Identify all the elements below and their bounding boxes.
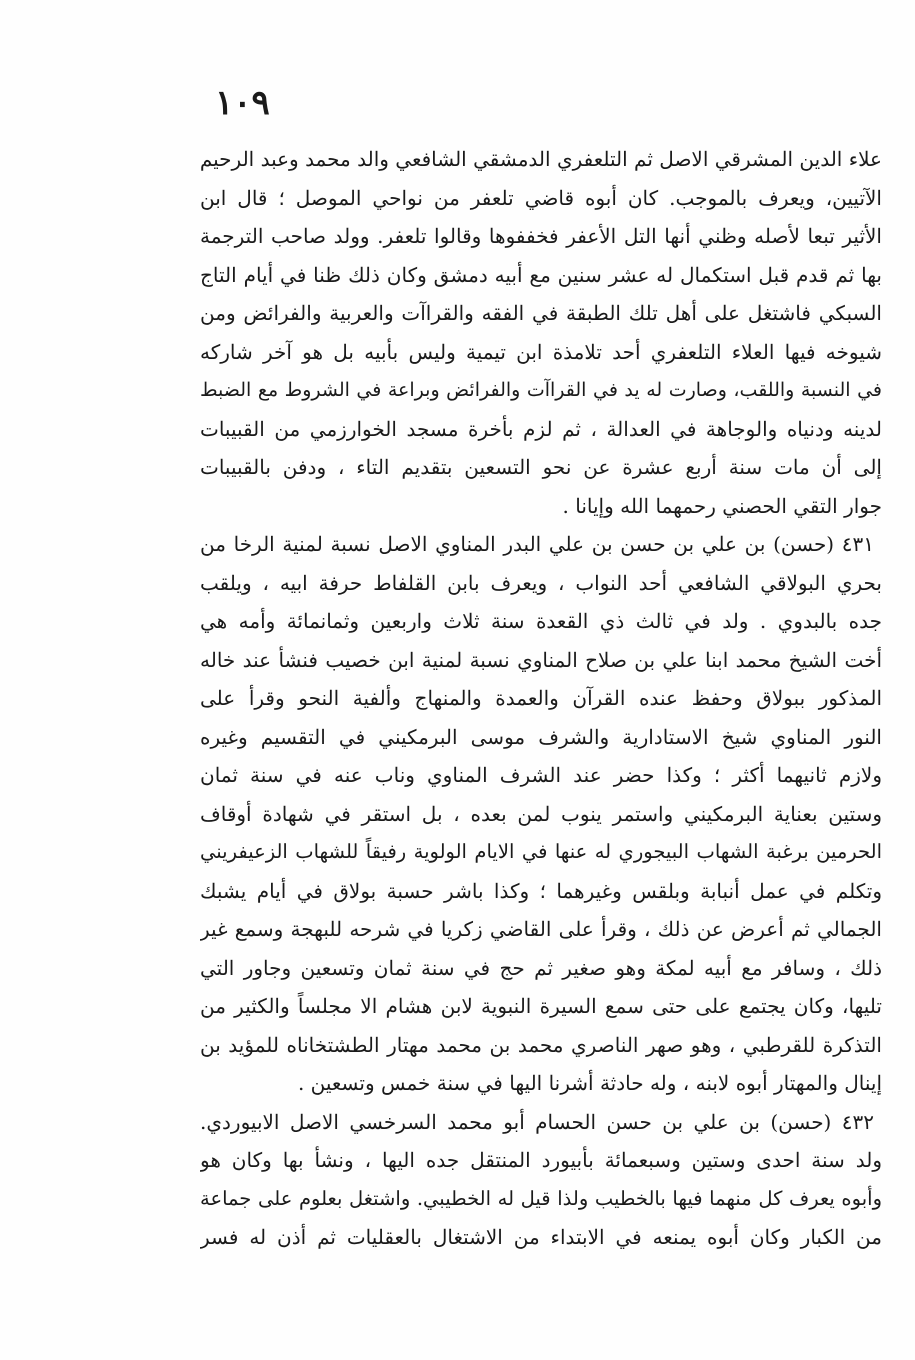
text-line: بحري البولاقي الشافعي أحد النواب ، ويعرف بابن القلفاط حرفة ابيه ، ويلقب bbox=[200, 570, 882, 595]
text-line: إلى أن مات سنة أربع عشرة عن نحو التسعين بتقديم التاء ، ودفن بالقبيبات bbox=[200, 455, 882, 479]
text-line: أخت الشيخ محمد ابنا علي بن صلاح المناوي نسبة لمنية ابن خصيب فنشأ عند خاله bbox=[200, 647, 882, 672]
text-line: إينال والمهتار أبوه لابنه ، وله حادثة أشرنا اليها في سنة خمس وتسعين . bbox=[297, 1071, 882, 1095]
text-line: لدينه ودنياه والوجاهة في العدالة ، ثم لزم بأخرة مسجد الخوارزمي من القبيبات bbox=[200, 416, 882, 441]
text-line: في النسبة واللقب، وصارت له يد في القراآت والفرائض وبراعة في الشروط مع الضبط bbox=[200, 379, 882, 401]
text-line: وأبوه يعرف كل منهما فيها بالخطيب ولذا قيل له الخطيبي. واشتغل بعلوم على جماعة bbox=[200, 1186, 882, 1210]
text-line: الحرمين برغبة الشهاب البيجوري له عنها في الايام الولوية رفيقاً للشهاب الزعيفريني bbox=[200, 840, 882, 863]
text-line: وستين بعناية البرمكيني واستمر ينوب لمن بعده ، بل استقر في شهادة أوقاف bbox=[200, 801, 882, 826]
text-line: جده بالبدوي . ولد في ثالث ذي القعدة سنة ثلاث واربعين وثمانمائة وأمه هي bbox=[200, 609, 882, 633]
text-line: من الكبار وكان أبوه يمنعه في الابتداء من الاشتغال بالعقليات ثم أذن له فسر bbox=[200, 1225, 882, 1249]
text-line: ذلك ، وسافر مع أبيه لمكة وهو صغير ثم حج في سنة ثمان وتسعين وجاور التي bbox=[200, 955, 882, 980]
text-line: ولازم ثانيهما أكثر ؛ وكذا حضر عند الشرف المناوي وناب عنه في سنة ثمان bbox=[200, 763, 882, 787]
text-line: ولد سنة احدى وستين وسبعمائة بأبيورد المنتقل جده اليها ، ونشأ بها وكان هو bbox=[200, 1148, 882, 1172]
text-line: الجمالي ثم أعرض عن ذلك ، وقرأ على القاضي زكريا في شرحه للبهجة وسمع غير bbox=[200, 917, 882, 941]
text-line: الأثير تبعا لأصله وظني أنها التل الأعفر فخففوها وقالوا تلعفر. وولد صاحب الترجمة bbox=[200, 224, 882, 248]
text-line: السبكي فاشتغل على أهل تلك الطبقة في الفقه والقراآت والعربية والفرائض ومن bbox=[200, 301, 882, 325]
body-text bbox=[200, 140, 882, 1257]
text-line: شيوخه فيها العلاء التلعفري أحد تلامذة ابن تيمية وليس بأبيه بل هو آخر شاركه bbox=[200, 339, 882, 364]
text-line: ٤٣١ (حسن) بن علي بن حسن بن علي البدر المناوي الاصل نسبة لمنية الرخا من bbox=[200, 532, 874, 556]
text-line: ٤٣٢ (حسن) بن علي بن حسن الحسام أبو محمد السرخسي الاصل الابيوردي. bbox=[200, 1109, 874, 1134]
text-line: تليها، وكان يجتمع على حتى سمع السيرة النبوية لابن هشام الا مجلساً والكثير من bbox=[200, 994, 882, 1018]
text-line: التذكرة للقرطبي ، وهو صهر الناصري محمد بن محمد مهتار الطشتخاناه للمؤيد بن bbox=[200, 1032, 882, 1057]
text-line: جوار التقي الحصني رحمهما الله وإيانا . bbox=[562, 493, 882, 518]
text-line: بها ثم قدم قبل استكمال له عشر سنين مع أبيه دمشق وكان ذلك ظنا في أيام التاج bbox=[200, 262, 882, 287]
text-line: علاء الدين المشرقي الاصل ثم التلعفري الدمشقي الشافعي والد محمد وعبد الرحيم bbox=[200, 147, 882, 171]
text-line: المذكور ببولاق وحفظ عنده القرآن والعمدة والمنهاج وألفية النحو وقرأ على bbox=[200, 686, 882, 710]
text-line: وتكلم في عمل أنبابة وبلقس وغيرهما ؛ وكذا باشر حسبة بولاق في أيام يشبك bbox=[200, 878, 882, 903]
text-line: الآتيين، ويعرف بالموجب. كان أبوه قاضي تلعفر من نواحي الموصل ؛ قال ابن bbox=[200, 185, 882, 210]
text-line: النور المناوي شيخ الاستادارية والشرف موسى البرمكيني في التقسيم وغيره bbox=[200, 724, 882, 749]
page-number: ١٠٩ bbox=[215, 83, 270, 123]
